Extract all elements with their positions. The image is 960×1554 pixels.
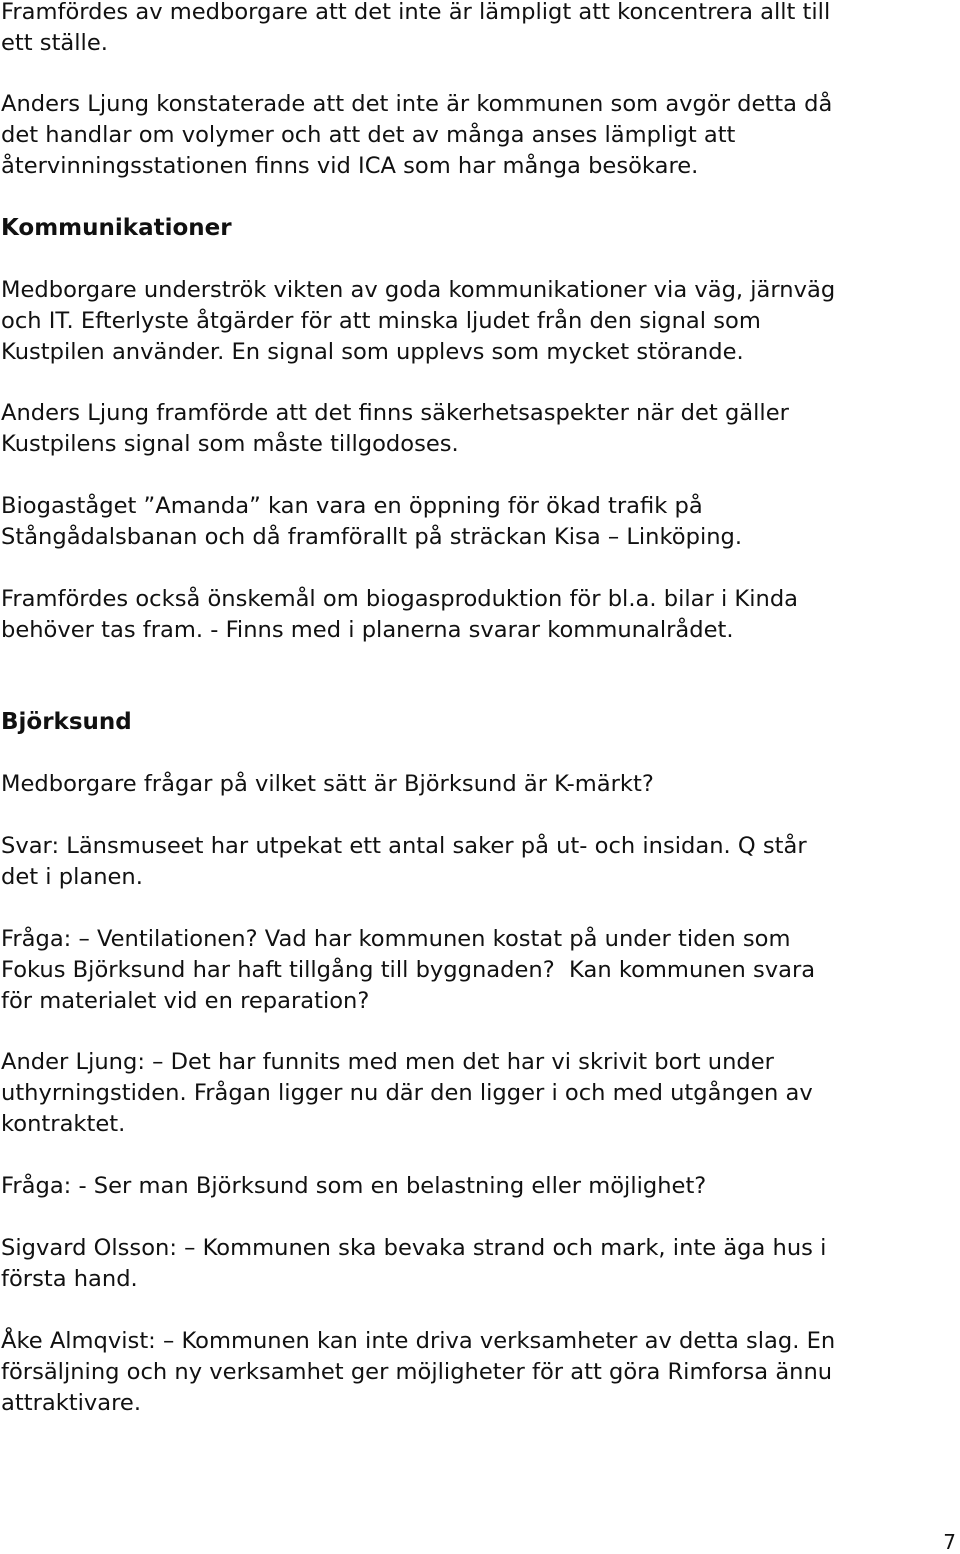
text-line: första hand.	[1, 1266, 138, 1292]
text-line: Ander Ljung: – Det har funnits med men det har vi skrivit bort under	[1, 1049, 774, 1075]
text-line: behöver tas fram. - Finns med i planerna svarar kommunalrådet.	[1, 617, 734, 643]
text-line: och IT. Efterlyste åtgärder för att minska ljudet från den signal som	[1, 308, 761, 334]
text-line: det handlar om volymer och att det av många anses lämpligt att	[1, 122, 736, 148]
text-line: Åke Almqvist: – Kommunen kan inte driva verksamheter av detta slag. En	[1, 1328, 836, 1354]
text-line: attraktivare.	[1, 1390, 142, 1416]
text-line: Anders Ljung framförde att det finns säkerhetsaspekter när det gäller	[1, 400, 789, 426]
text-line: Stångådalsbanan och då framförallt på sträckan Kisa – Linköping.	[1, 524, 743, 550]
text-line: Fokus Björksund har haft tillgång till byggnaden? Kan kommunen svara	[1, 957, 816, 983]
text-line: Fråga: – Ventilationen? Vad har kommunen kostat på under tiden som	[1, 926, 791, 952]
text-line: Medborgare frågar på vilket sätt är Björksund är K-märkt?	[1, 771, 654, 797]
text-line: uthyrningstiden. Frågan ligger nu där den ligger i och med utgången av	[1, 1080, 813, 1106]
section-heading-kommunikationer: Kommunikationer	[1, 215, 232, 241]
page-number: 7	[943, 1530, 956, 1554]
text-line: ett ställe.	[1, 30, 108, 56]
text-line: Kustpilens signal som måste tillgodoses.	[1, 431, 459, 457]
text-line: Biogaståget ”Amanda” kan vara en öppning för ökad trafik på	[1, 493, 703, 519]
text-line: Sigvard Olsson: – Kommunen ska bevaka strand och mark, inte äga hus i	[1, 1235, 827, 1261]
text-line: Svar: Länsmuseet har utpekat ett antal saker på ut- och insidan. Q står	[1, 833, 807, 859]
text-line: Fråga: - Ser man Björksund som en belastning eller möjlighet?	[1, 1173, 707, 1199]
text-line: för materialet vid en reparation?	[1, 988, 370, 1014]
text-line: Anders Ljung konstaterade att det inte är kommunen som avgör detta då	[1, 91, 833, 117]
text-line: kontraktet.	[1, 1111, 126, 1137]
text-line: försäljning och ny verksamhet ger möjligheter för att göra Rimforsa ännu	[1, 1359, 833, 1385]
text-line: återvinningsstationen finns vid ICA som har många besökare.	[1, 153, 699, 179]
text-line: Framfördes också önskemål om biogasproduktion för bl.a. bilar i Kinda	[1, 586, 799, 612]
text-line: Medborgare underströk vikten av goda kommunikationer via väg, järnväg	[1, 277, 836, 303]
text-line: det i planen.	[1, 864, 143, 890]
section-heading-bjorksund: Björksund	[1, 709, 132, 735]
text-line: Kustpilen använder. En signal som upplevs som mycket störande.	[1, 339, 744, 365]
text-line: Framfördes av medborgare att det inte är lämpligt att koncentrera allt till	[1, 0, 831, 25]
